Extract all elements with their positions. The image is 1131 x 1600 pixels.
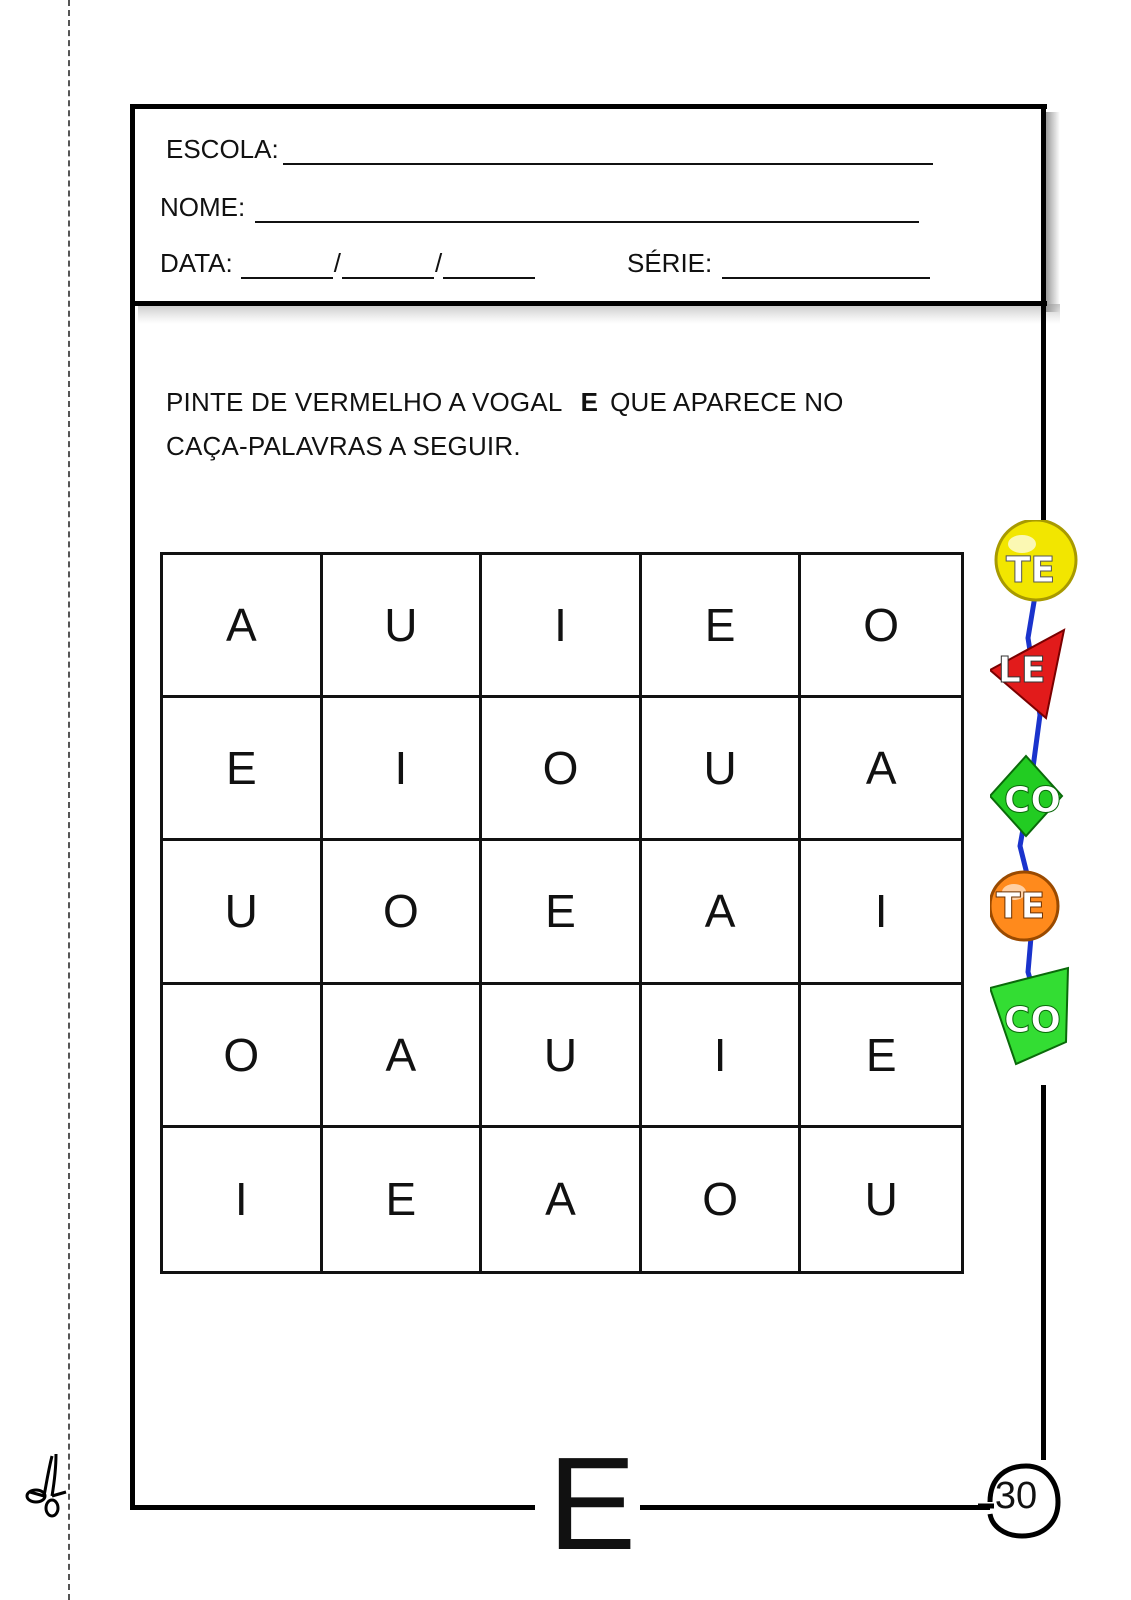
grid-cell[interactable]: E <box>482 841 642 984</box>
page-number: 30 <box>994 1475 1038 1517</box>
chapter-letter: E <box>548 1430 637 1577</box>
frame-left-border <box>130 104 135 1510</box>
grid-cell[interactable]: A <box>482 1128 642 1271</box>
sticker-label: CO <box>1004 780 1062 821</box>
grid-cell[interactable]: I <box>482 555 642 698</box>
serie-row <box>627 248 930 279</box>
escola-label: ESCOLA: <box>166 134 279 164</box>
grid-cell[interactable]: I <box>163 1128 323 1271</box>
instructions-line-2: CAÇA-PALAVRAS A SEGUIR. <box>166 431 521 461</box>
word-search-grid <box>160 552 964 1274</box>
grid-cell[interactable]: A <box>163 555 323 698</box>
date-year-field[interactable] <box>443 255 535 279</box>
frame-right-border-upper <box>1041 104 1046 522</box>
frame-right-border-lower <box>1041 1085 1046 1460</box>
date-month-field[interactable] <box>342 255 434 279</box>
date-separator: / <box>434 248 443 278</box>
target-vowel: E <box>580 387 599 417</box>
grid-cell[interactable]: O <box>642 1128 802 1271</box>
frame-top-border <box>130 104 1047 109</box>
grid-cell[interactable]: U <box>482 985 642 1128</box>
cut-line <box>68 0 70 1600</box>
escola-field[interactable] <box>283 141 933 165</box>
serie-label: SÉRIE: <box>627 248 713 278</box>
sticker-label: TE <box>1006 550 1056 591</box>
grid-cell[interactable]: O <box>163 985 323 1128</box>
sticker-label: CO <box>1004 1000 1062 1041</box>
grid-cell[interactable]: O <box>801 555 961 698</box>
date-day-field[interactable] <box>241 255 333 279</box>
nome-row <box>160 192 919 223</box>
grid-cell[interactable]: I <box>801 841 961 984</box>
grid-cell[interactable]: E <box>801 985 961 1128</box>
grid-cell[interactable]: A <box>801 698 961 841</box>
sticker-co-green-2 <box>990 968 1068 1064</box>
grid-cell[interactable]: O <box>482 698 642 841</box>
scissors-icon <box>22 1452 72 1518</box>
sticker-label: LE <box>998 650 1046 691</box>
instructions-text-before: PINTE DE VERMELHO A VOGAL <box>166 387 563 417</box>
serie-field[interactable] <box>722 255 930 279</box>
grid-cell[interactable]: I <box>642 985 802 1128</box>
header-shadow <box>138 304 1060 324</box>
grid-cell[interactable]: U <box>323 555 483 698</box>
grid-cell[interactable]: E <box>323 1128 483 1271</box>
frame-bottom-border-right <box>640 1505 990 1510</box>
escola-row <box>166 134 933 165</box>
grid-cell[interactable]: U <box>163 841 323 984</box>
sticker-te-yellow <box>996 520 1076 600</box>
nome-label: NOME: <box>160 192 246 222</box>
data-label: DATA: <box>160 248 233 278</box>
instructions <box>166 380 966 468</box>
grid-cell[interactable]: A <box>323 985 483 1128</box>
grid-cell[interactable]: A <box>642 841 802 984</box>
grid-cell[interactable]: O <box>323 841 483 984</box>
syllable-stickers <box>990 520 1110 1090</box>
grid-cell[interactable]: I <box>323 698 483 841</box>
grid-cell[interactable]: U <box>642 698 802 841</box>
grid-cell[interactable]: U <box>864 1173 898 1226</box>
date-separator: / <box>333 248 341 278</box>
sticker-te-orange <box>990 872 1058 940</box>
frame-bottom-border-left <box>130 1505 535 1510</box>
sticker-co-green <box>990 756 1062 836</box>
grid-cell[interactable]: E <box>642 555 802 698</box>
sticker-label: TE <box>996 886 1046 927</box>
header-divider <box>130 301 1047 306</box>
grid-cell[interactable]: E <box>163 698 323 841</box>
data-row <box>160 248 535 279</box>
instructions-line-1 <box>166 380 966 424</box>
nome-field[interactable] <box>255 199 919 223</box>
instructions-text-after: QUE APARECE NO <box>610 387 844 417</box>
header-right-shadow <box>1046 112 1060 312</box>
